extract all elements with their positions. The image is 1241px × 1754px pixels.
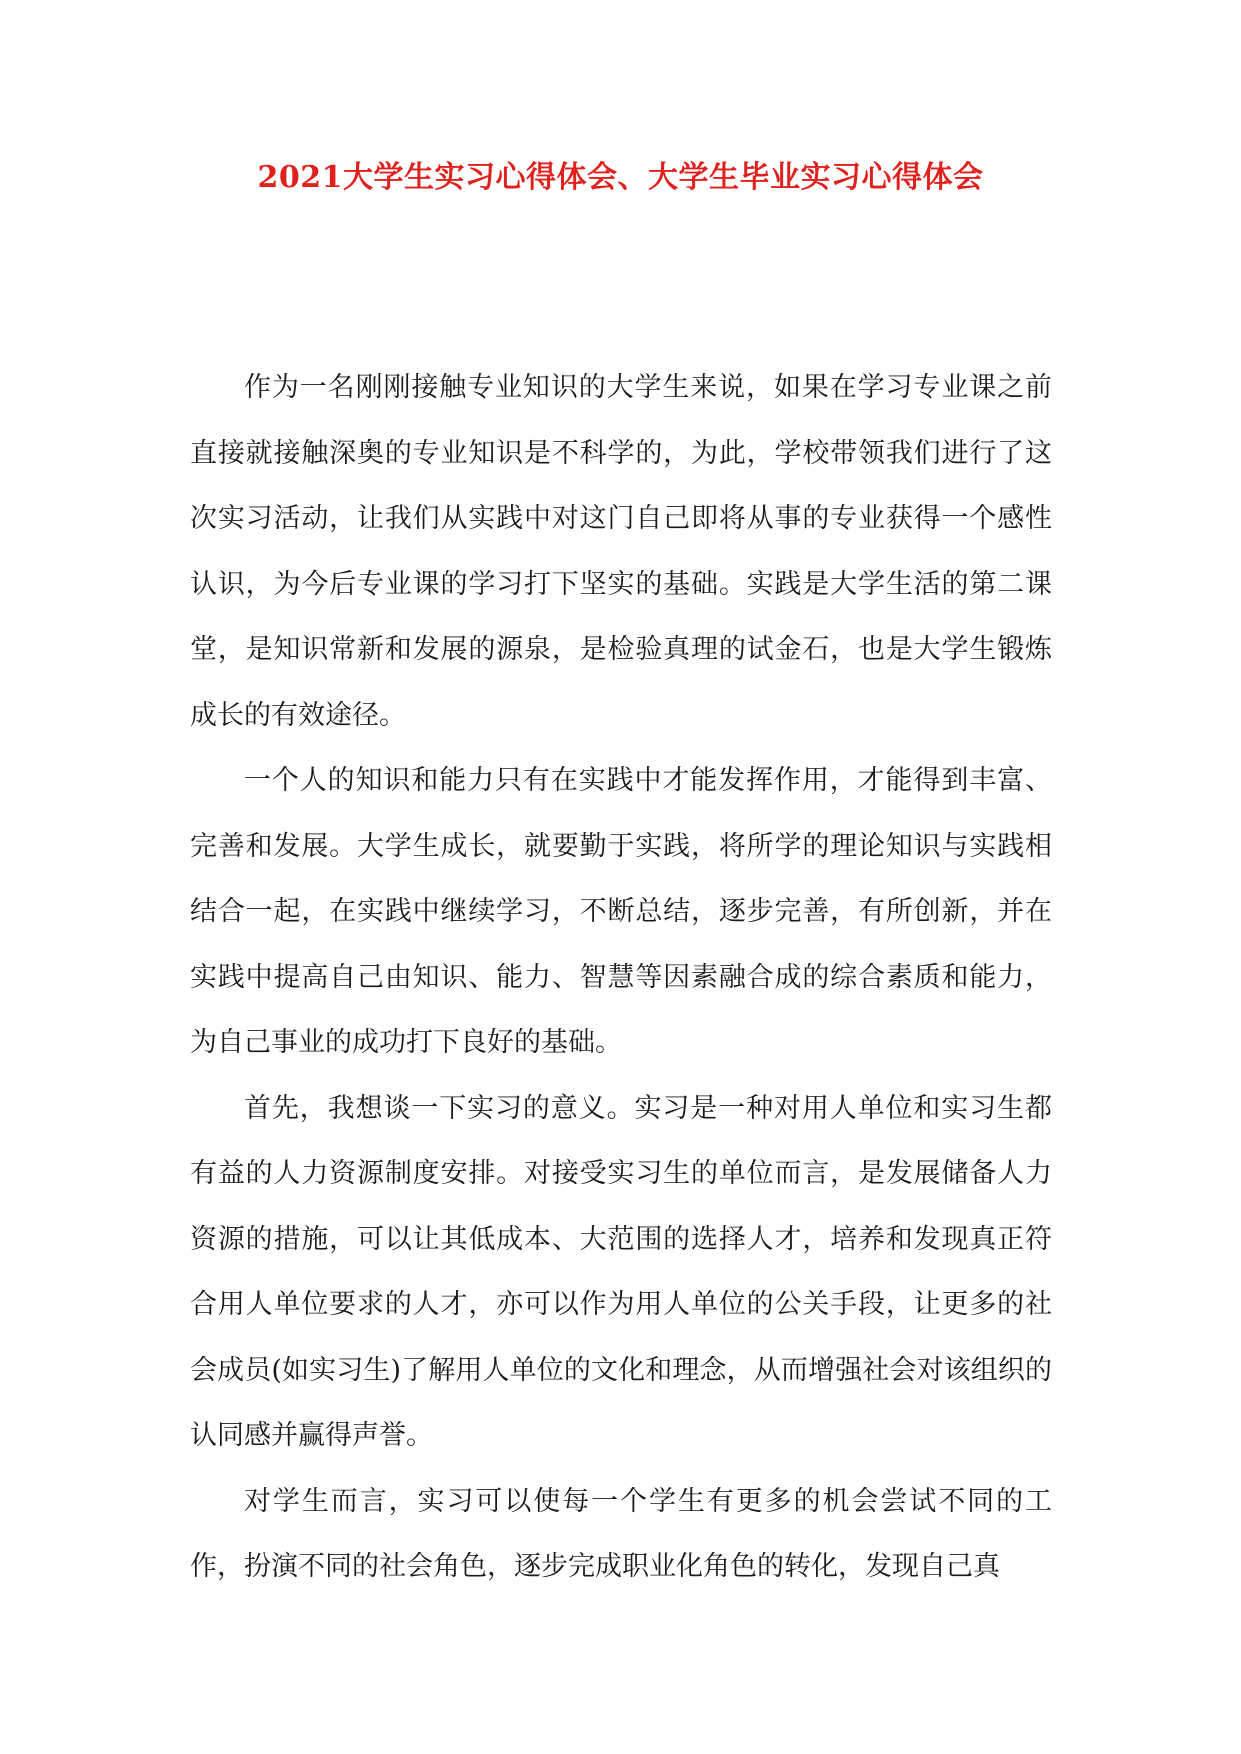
paragraph: 对学生而言，实习可以使每一个学生有更多的机会尝试不同的工作，扮演不同的社会角色，逐步完成职业化角色的转化，发现自己真 (190, 1485, 1052, 1582)
document-title: 2021大学生实习心得体会、大学生毕业实习心得体会 (257, 160, 984, 195)
paragraph: 首先，我想谈一下实习的意义。实习是一种对用人单位和实习生都有益的人力资源制度安排。对接受实习生的单位而言，是发展储备人力资源的措施，可以让其低成本、大范围的选择人才，培养和发现真正符合用人单位要求的人才，亦可以作为用人单位的公关手段，让更多的社会成员(如实习生)了解用人单位的文化和理念，从而增强社会对该组织的认同感并赢得声誉。 (190, 1092, 1052, 1451)
paragraph: 作为一名刚刚接触专业知识的大学生来说，如果在学习专业课之前直接就接触深奥的专业知识是不科学的，为此，学校带领我们进行了这次实习活动，让我们从实践中对这门自己即将从事的专业获得一个感性认识，为今后专业课的学习打下坚实的基础。实践是大学生活的第二课堂，是知识常新和发展的源泉，是检验真理的试金石，也是大学生锻炼成长的有效途径。 (190, 372, 1052, 731)
paragraph: 一个人的知识和能力只有在实践中才能发挥作用，才能得到丰富、完善和发展。大学生成长，就要勤于实践，将所学的理论知识与实践相结合一起，在实践中继续学习，不断总结，逐步完善，有所创新，并在实践中提高自己由知识、能力、智慧等因素融合成的综合素质和能力，为自己事业的成功打下良好的基础。 (190, 765, 1052, 1058)
document-body (190, 355, 1052, 1600)
